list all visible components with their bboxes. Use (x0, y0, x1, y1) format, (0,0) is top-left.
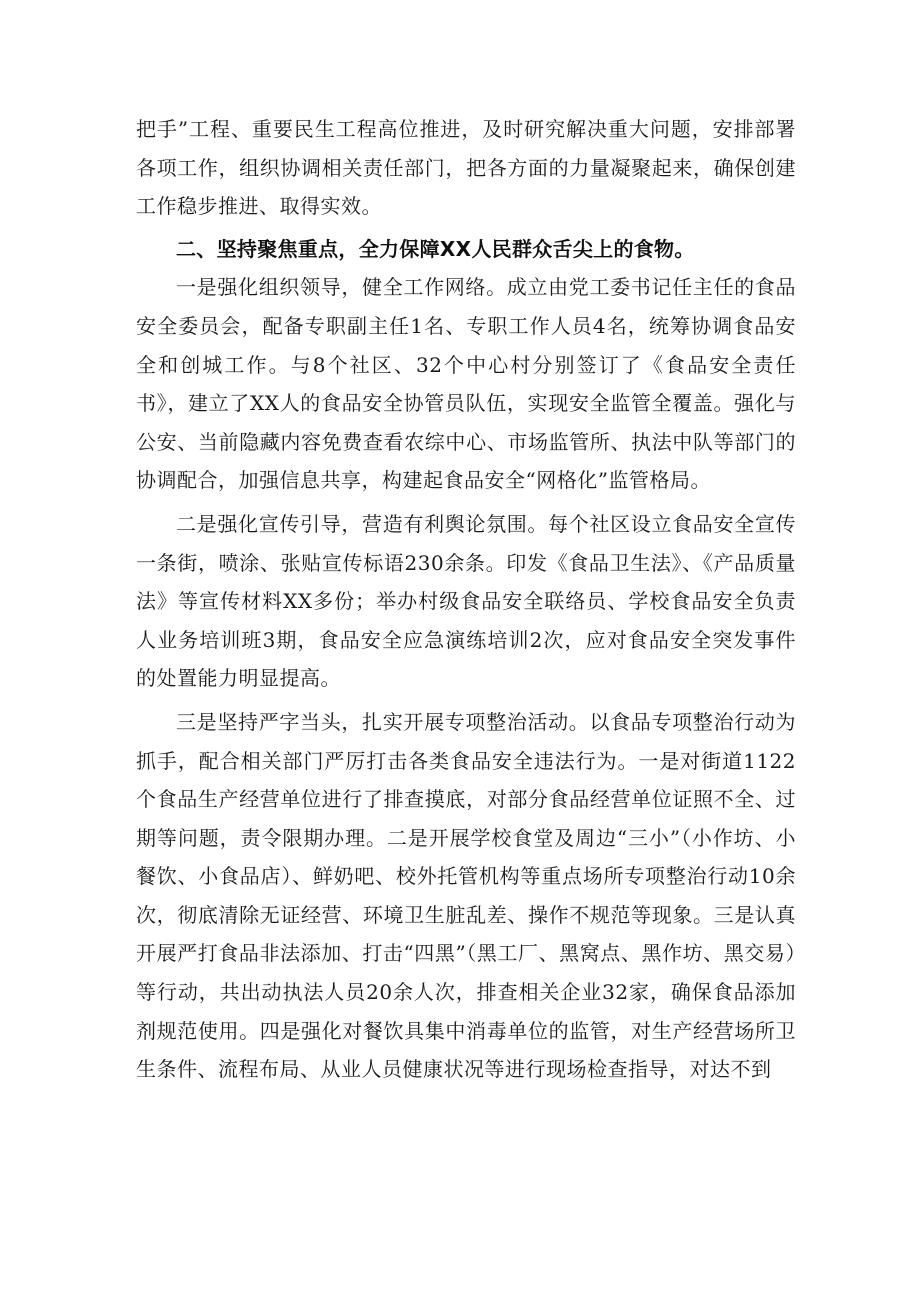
paragraph-publicity: 二是强化宣传引导，营造有利舆论氛围。每个社区设立食品安全宣传一条街，喷涂、张贴宣传标语230余条。印发《食品卫生法》、《产品质量法》等宣传材料XX多份；举办村级食品安全联络员、学校食品安全负责人业务培训班3期，食品安全应急演练培训2次，应对食品安全突发事件的处置能力明显提高。 (136, 511, 796, 691)
paragraph-continuation: 把手”工程、重要民生工程高位推进，及时研究解决重大问题，安排部署各项工作，组织协调相关责任部门，把各方面的力量凝聚起来，确保创建工作稳步推进、取得实效。 (136, 117, 796, 219)
paragraph-rectification: 三是坚持严字当头，扎实开展专项整治活动。以食品专项整治行动为抓手，配合相关部门严厉打击各类食品安全违法行为。一是对街道1122个食品生产经营单位进行了排查摸底，对部分食品经营单位证照不全、过期等问题，责令限期办理。二是开展学校食堂及周边“三小”（小作坊、小餐饮、小食品店）、鲜奶吧、校外托管机构等重点场所专项整治行动10余次，彻底清除无证经营、环境卫生脏乱差、操作不规范等现象。三是认真开展严打食品非法添加、打击“四黑”（黑工厂、黑窝点、黑作坊、黑交易）等行动，共出动执法人员20余人次，排查相关企业32家，确保食品添加剂规范使用。四是强化对餐饮具集中消毒单位的监管，对生产经营场所卫生条件、流程布局、从业人员健康状况等进行现场检查指导，对达不到 (136, 709, 796, 1082)
section-heading: 二、坚持聚焦重点，全力保障XX人民群众舌尖上的食物。 (176, 236, 695, 261)
paragraph-organization: 一是强化组织领导，健全工作网络。成立由党工委书记任主任的食品安全委员会，配备专职副主任1名、专职工作人员4名，统筹协调食品安全和创城工作。与8个社区、32个中心村分别签订了《食品安全责任书》，建立了XX人的食品安全协管员队伍，实现安全监管全覆盖。强化与公安、当前隐藏内容免费查看农综中心、市场监管所、执法中队等部门的协调配合，加强信息共享，构建起食品安全“网格化”监管格局。 (136, 275, 796, 493)
document-body (136, 110, 796, 1089)
